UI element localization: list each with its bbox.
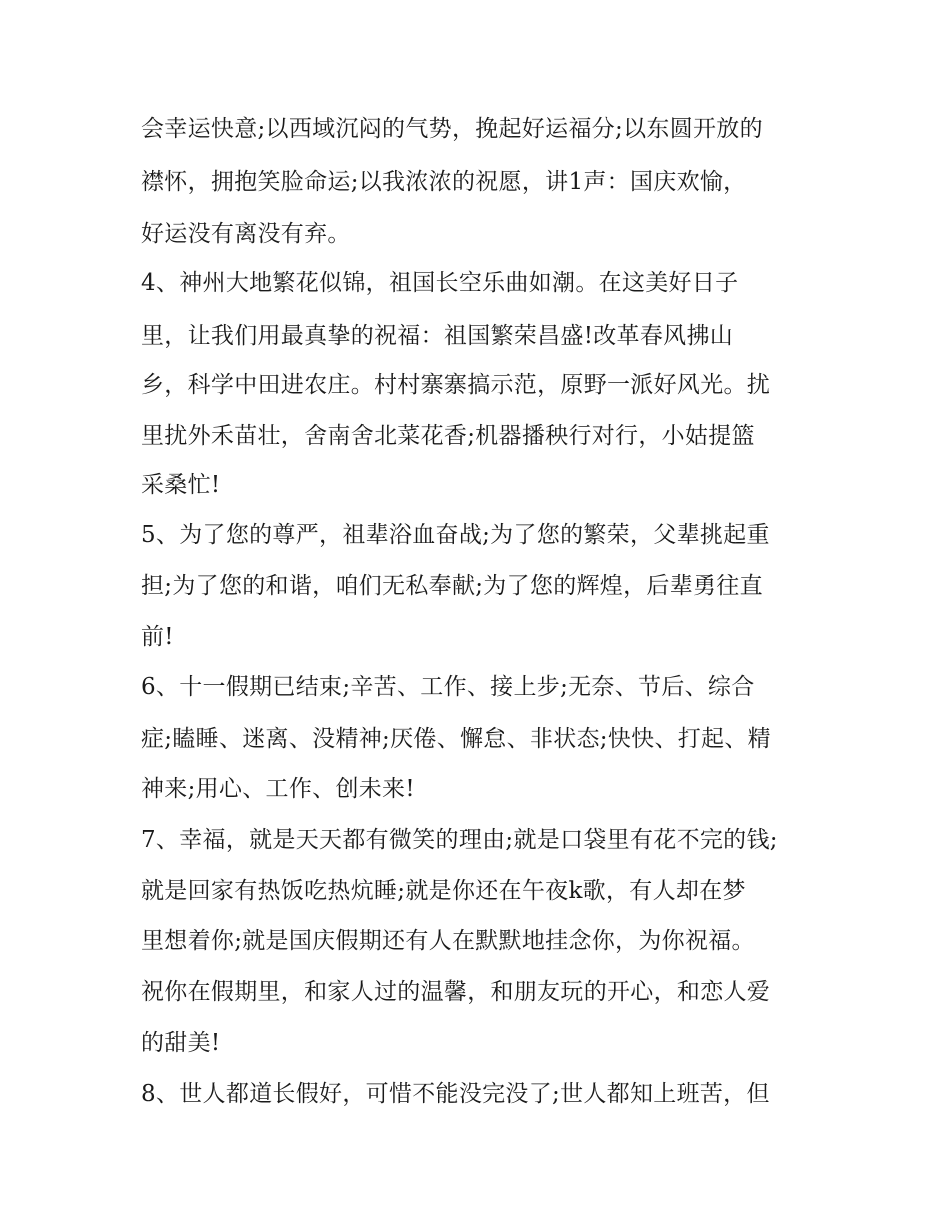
text-line: 的甜美! bbox=[141, 1030, 221, 1056]
text-line: 前! bbox=[141, 624, 174, 650]
text-line: 会幸运快意;以西域沉闷的气势，挽起好运福分;以东圆开放的 bbox=[141, 116, 763, 142]
text-line: 采桑忙! bbox=[141, 472, 221, 498]
text-line: 祝你在假期里，和家人过的温馨，和朋友玩的开心，和恋人爱 bbox=[141, 979, 771, 1005]
text-line: 里，让我们用最真挚的祝福：祖国繁荣昌盛!改革春风拂山 bbox=[141, 323, 734, 349]
text-line: 好运没有离没有弃。 bbox=[141, 221, 351, 247]
text-line: 症;瞌睡、迷离、没精神;厌倦、懈怠、非状态;快快、打起、精 bbox=[141, 726, 771, 752]
text-line: 乡，科学中田进农庄。村村寨寨搞示范，原野一派好风光。扰 bbox=[141, 372, 771, 398]
text-line: 担;为了您的和谐，咱们无私奉献;为了您的辉煌，后辈勇往直 bbox=[141, 573, 763, 599]
text-line: 7、幸福，就是天天都有微笑的理由;就是口袋里有花不完的钱; bbox=[141, 827, 778, 853]
text-line: 里想着你;就是国庆假期还有人在默默地挂念你，为你祝福。 bbox=[141, 928, 755, 954]
text-line: 就是回家有热饭吃热炕睡;就是你还在午夜k歌，有人却在梦 bbox=[141, 878, 746, 904]
text-line: 神来;用心、工作、创未来! bbox=[141, 776, 415, 802]
text-line: 5、为了您的尊严，祖辈浴血奋战;为了您的繁荣，父辈挑起重 bbox=[141, 522, 770, 548]
text-line: 6、十一假期已结束;辛苦、工作、接上步;无奈、节后、综合 bbox=[141, 674, 755, 700]
text-line: 4、神州大地繁花似锦，祖国长空乐曲如潮。在这美好日子 bbox=[141, 270, 739, 296]
text-line: 8、世人都道长假好，可惜不能没完没了;世人都知上班苦，但 bbox=[141, 1081, 770, 1107]
text-line: 里扰外禾苗壮，舍南舍北菜花香;机器播秧行对行，小姑提篮 bbox=[141, 423, 755, 449]
text-line: 襟怀，拥抱笑脸命运;以我浓浓的祝愿，讲1声：国庆欢愉， bbox=[141, 169, 747, 195]
